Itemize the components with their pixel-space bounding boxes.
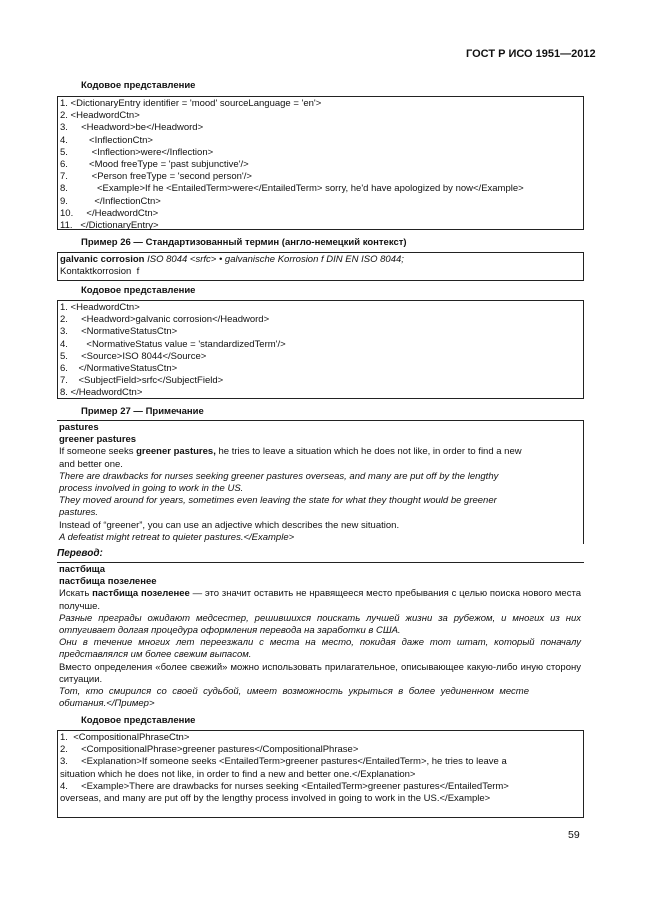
code1-line-9: 9. </InflectionCtn> [60,195,161,207]
code-representation-caption-3: Кодовое представление [81,715,196,726]
translation-paragraph1: Искать пастбища позеленее — это значит оставить не нравящееся место пребывания с целью поиска нового места получше. [59,588,581,612]
code1-line-11: 11. </DictionaryEntry> [60,219,159,231]
code2-line-8: 8. </HeadwordCtn> [60,387,143,399]
code1-line-6: 6. <Mood freeType = 'past subjunctive'/> [60,158,249,170]
code-block-2 [57,300,584,399]
code1-line-2: 2. <HeadwordCtn> [60,110,140,122]
translation-title2: пастбища позеленее [59,576,157,588]
example-27-title2: greener pastures [59,434,137,446]
code3-line1: 1. <CompositionalPhraseCtn> [60,732,190,743]
code2-line-1: 1. <HeadwordCtn> [60,302,140,313]
translation-italic2: Они в течение многих лет переезжали с места на место, покидая даже тот штат, который поначалу представлялся им более свежим выпасом. [59,637,581,661]
example-27-italic1: There are drawbacks for nurses seeking greener pastures overseas, and many are put off by the lengthy process involved in going to work in the US. [59,470,499,495]
translation-heading: Перевод: [57,548,103,559]
code1-line-5: 5. <Inflection>were</Inflection> [60,146,214,158]
example-27-paragraph1: If someone seeks greener pastures, he tries to leave a situation which he does not like, in order to find a new and better one. [59,446,522,470]
example-27-box [57,420,584,544]
example-27-italic2: They moved around for years, sometimes even leaving the state for what they thought would be greener pastures. [59,495,497,519]
example-26-rest: ISO 8044 <srfc> • galvanische Korrosion f DIN EN ISO 8044; [144,254,404,265]
code2-line-4: 4. <NormativeStatus value = 'standardizedTerm'/> [60,338,286,350]
code3-line2: 2. <CompositionalPhrase>greener pastures</CompositionalPhrase> [60,744,359,756]
code1-line-1: 1. <DictionaryEntry identifier = 'mood' sourceLanguage = 'en'> [60,98,322,109]
code-representation-caption-1: Кодовое представление [81,80,196,91]
code-block-1 [57,96,584,230]
code2-line-6: 6. </NormativeStatusCtn> [60,362,178,374]
example-27-caption: Пример 27 — Примечание [81,406,204,417]
example-26-caption: Пример 26 — Стандартизованный термин (англо-немецкий контекст) [81,237,407,248]
translation-paragraph2: Вместо определения «более свежий» можно использовать прилагательное, описывающее какую-либо иную сторону ситуации. [59,661,581,685]
code2-line-7: 7. <SubjectField>srfc</SubjectField> [60,375,224,387]
page-number: 59 [568,829,580,841]
standard-designation: ГОСТ Р ИСО 1951—2012 [466,48,596,60]
code1-line-4: 4. <InflectionCtn> [60,134,153,146]
example-27-title1: pastures [59,422,99,433]
code2-line-3: 3. <NormativeStatusCtn> [60,326,178,338]
code1-line-10: 10. </HeadwordCtn> [60,207,159,219]
example-26-term: galvanic corrosion [60,254,145,265]
code1-line-8: 8. <Example>If he <EntailedTerm>were</EntailedTerm> sorry, he'd have apologized by now</Example> [60,183,524,195]
code1-line-7: 7. <Person freeType = 'second person'/> [60,171,252,183]
example-27-paragraph2: Instead of “greener”, you can use an adjective which describes the new situation. [59,519,400,531]
code1-line-3: 3. <Headword>be</Headword> [60,122,204,134]
translation-title1: пастбища [59,564,106,575]
translation-italic3: Тот, кто смирился со своей судьбой, имеет возможность укрыться в более уединенном месте обитания.</Пример> [59,686,529,710]
example-26-box [57,252,584,281]
code-block-3 [57,730,584,818]
translation-italic1: Разные преграды ожидают медсестер, решившихся поискать лучшей жизни за рубежом, и многих из них отпугивает долгая процедура оформления перевода на заработки в США. [59,612,581,637]
code3-line3: 3. <Explanation>If someone seeks <EntailedTerm>greener pastures</EntailedTerm>, he tries to leave a situation which he does not like, in order to find a new and better one.</Explanation> [60,756,510,780]
example-26-line2: Kontaktkorrosion f [60,266,140,278]
translation-box [57,562,584,710]
code-representation-caption-2: Кодовое представление [81,285,196,296]
code3-line4: 4. <Example>There are drawbacks for nurses seeking <EntailedTerm>greener pastures</EntailedTerm> overseas, and many are put off by the lengthy process involved in going to work in the US.</Example> [60,780,512,804]
code2-line-5: 5. <Source>ISO 8044</Source> [60,350,207,362]
code2-line-2: 2. <Headword>galvanic corrosion</Headword> [60,314,270,326]
example-27-italic3: A defeatist might retreat to quieter pastures.</Example> [59,531,295,543]
